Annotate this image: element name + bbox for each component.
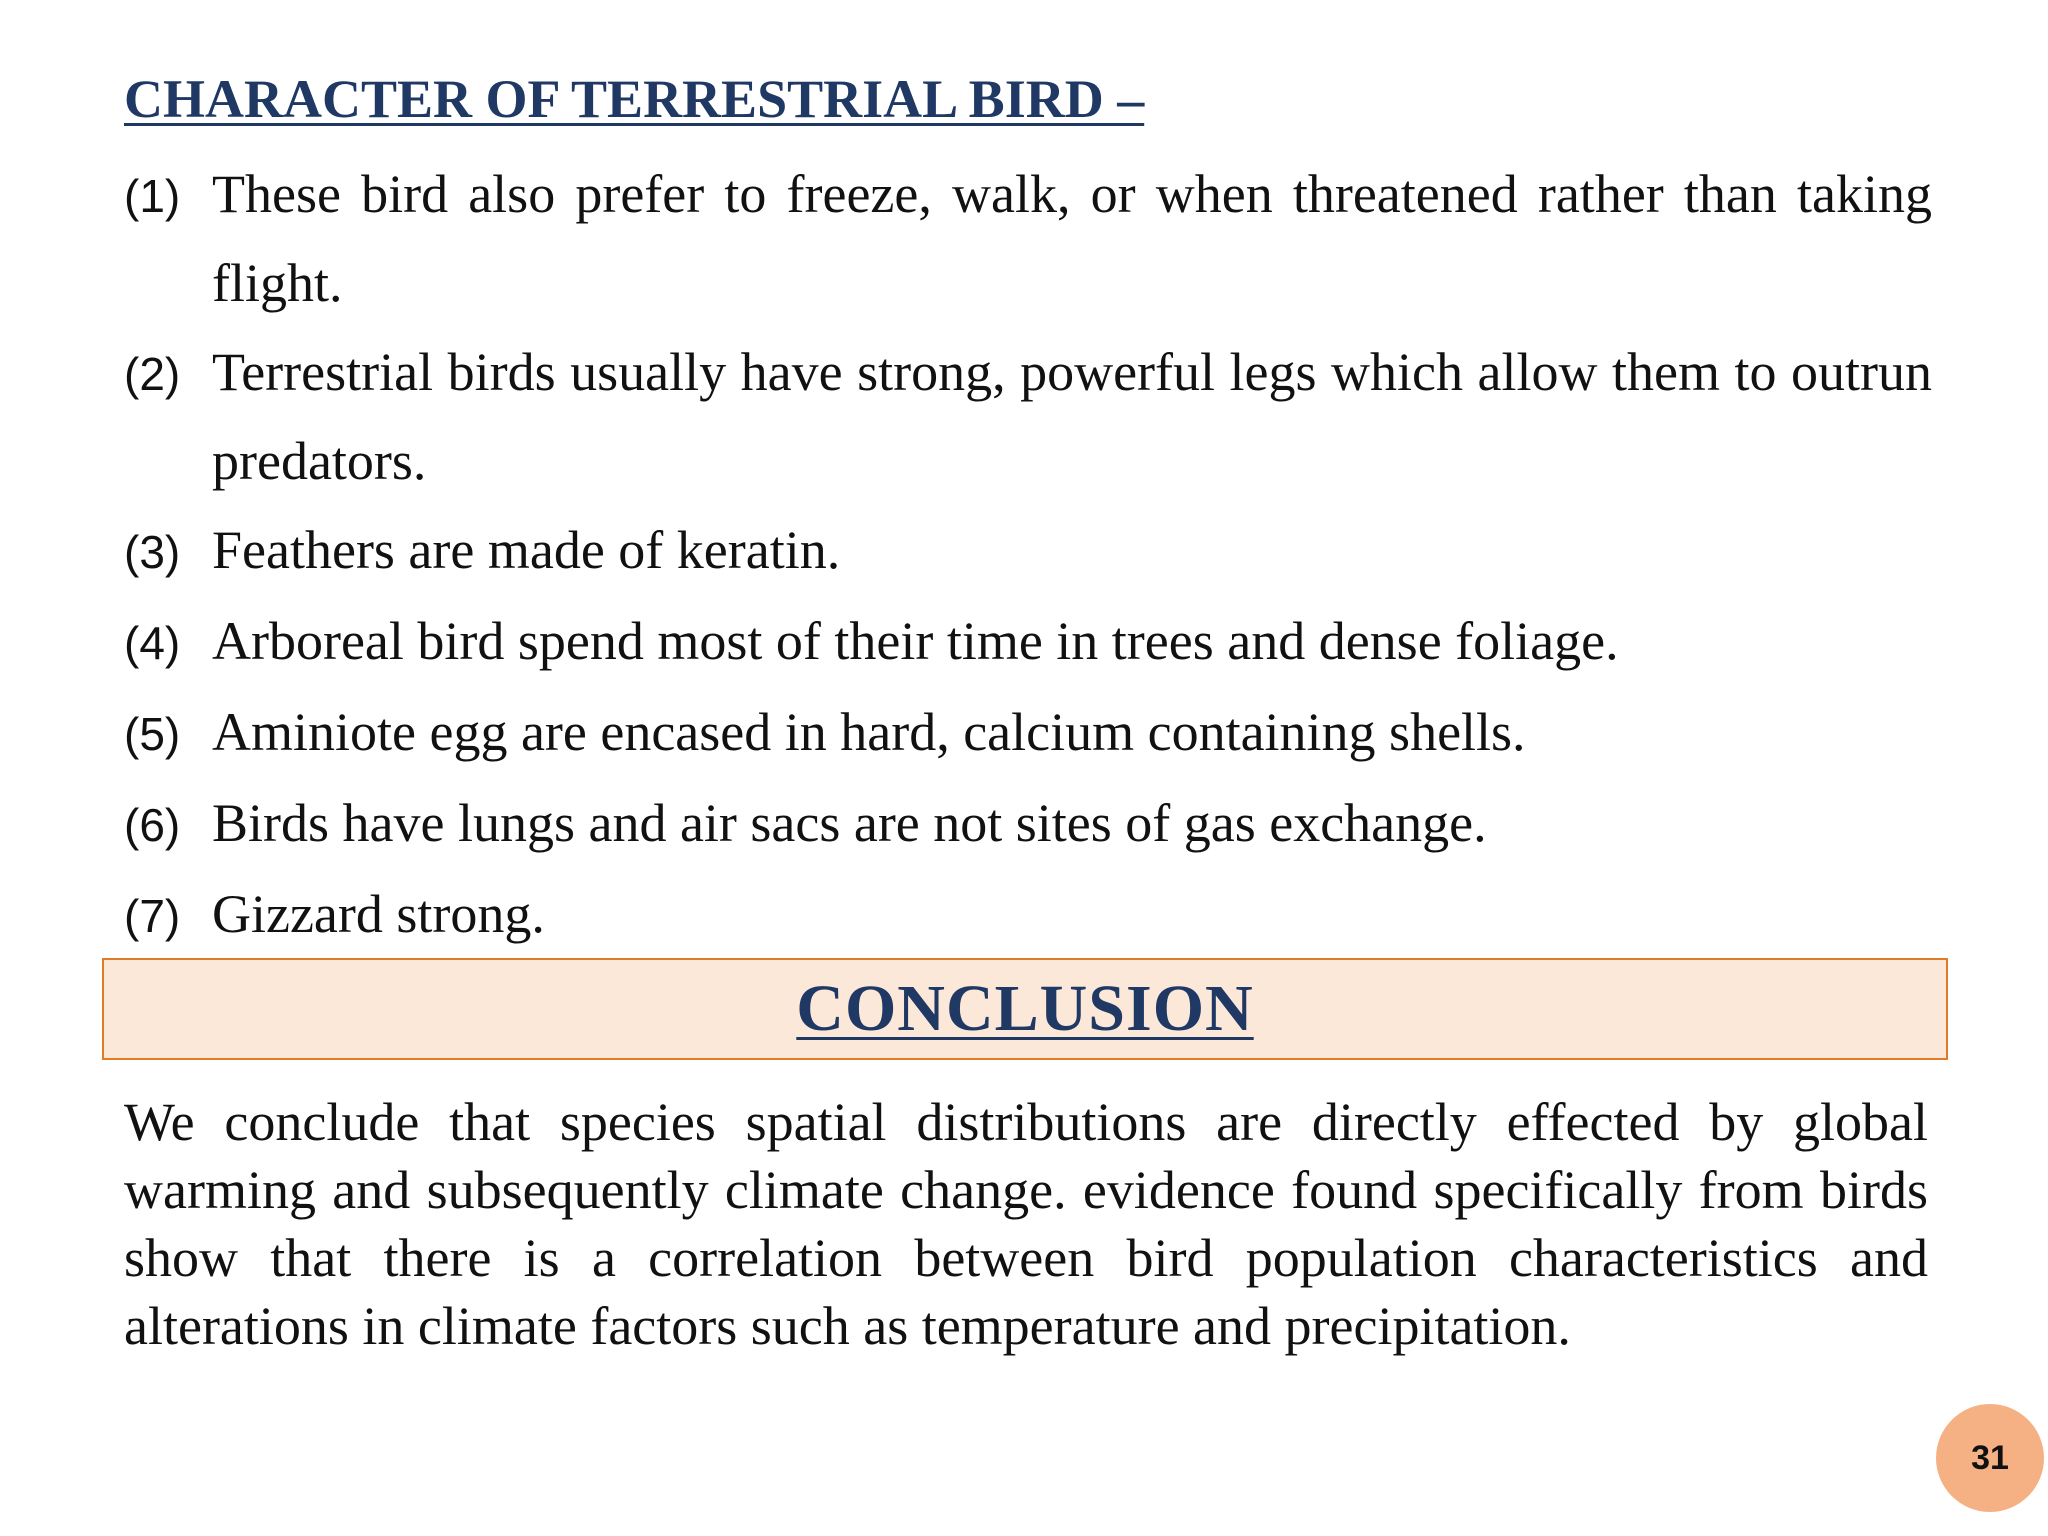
list-item-text: Aminiote egg are encased in hard, calcium containing shells. — [212, 702, 1526, 762]
list-item-text: Birds have lungs and air sacs are not sites of gas exchange. — [212, 793, 1487, 853]
conclusion-banner — [102, 958, 1948, 1060]
page-number-badge: 31 — [1936, 1404, 2044, 1512]
list-item-text: Feathers are made of keratin. — [212, 520, 841, 580]
list-item — [124, 870, 1932, 961]
list-item-number: (3) — [124, 526, 181, 578]
list-item — [124, 506, 1932, 597]
list-item — [124, 779, 1932, 870]
list-item-text: Terrestrial birds usually have strong, powerful legs which allow them to outrun predators. — [212, 342, 1932, 491]
list-item-number: (1) — [124, 170, 181, 222]
list-item-text: Gizzard strong. — [212, 884, 545, 944]
list-item — [124, 328, 1932, 506]
section-heading: CHARACTER OF TERRESTRIAL BIRD – — [124, 69, 1145, 129]
list-item-number: (4) — [124, 617, 181, 669]
list-item — [124, 150, 1932, 328]
list-item-number: (7) — [124, 890, 181, 942]
list-item-number: (2) — [124, 348, 181, 400]
list-item — [124, 597, 1932, 688]
list-item-text: These bird also prefer to freeze, walk, or when threatened rather than taking flight. — [212, 164, 1932, 313]
list-item — [124, 688, 1932, 779]
conclusion-paragraph: We conclude that species spatial distributions are directly effected by global warming and subsequently climate change. evidence found specifically from birds show that there is a correlation between bird population characteristics and alterations in climate factors such as temperature and precipitation. — [124, 1092, 1928, 1356]
list-item-number: (6) — [124, 799, 181, 851]
list-item-text: Arboreal bird spend most of their time in trees and dense foliage. — [212, 611, 1619, 671]
list-item-number: (5) — [124, 708, 181, 760]
conclusion-title: CONCLUSION — [796, 972, 1254, 1045]
characteristics-list — [124, 150, 1932, 961]
